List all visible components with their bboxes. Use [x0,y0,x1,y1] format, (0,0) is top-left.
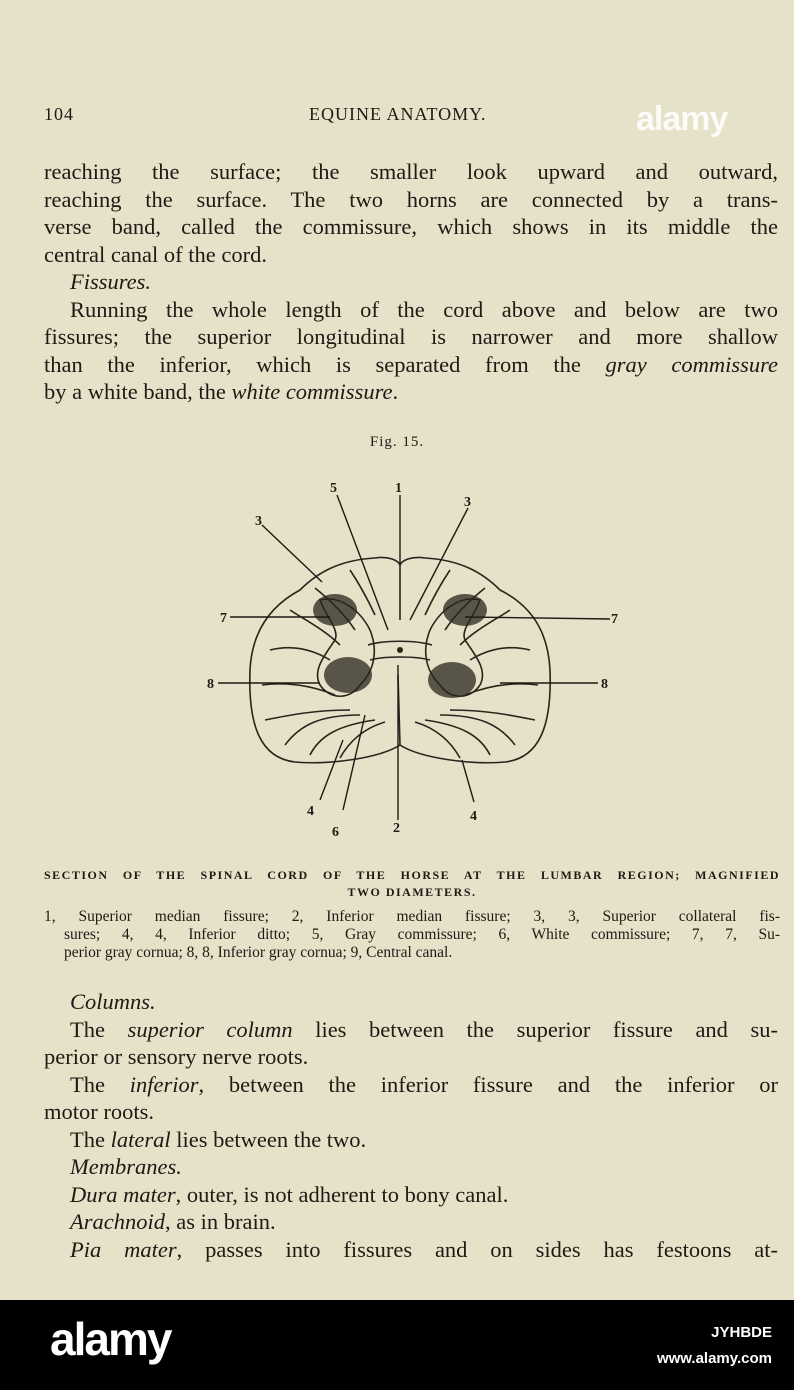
label-6: 6 [332,825,339,840]
section-heading [44,268,778,296]
section-columns [44,988,778,1263]
heading-fissures: Fissures. [70,269,152,294]
inferior-horn-left [324,657,372,693]
text-line: Pia mater, passes into fissures and on sides has festoons at- [70,1236,778,1262]
label-7-right: 7 [611,612,618,627]
text-line: Dura mater, outer, is not adherent to bony canal. [70,1181,509,1207]
superior-horn-left [313,594,357,626]
text-line: Arachnoid, as in brain. [70,1209,276,1234]
figure-legend [44,908,780,962]
text-line: Running the whole length of the cord above and below are two [70,296,778,322]
label-1: 1 [395,481,402,496]
superior-horn-right [443,594,487,626]
text-line: reaching the surface; the smaller look upward and outward, [44,159,778,184]
label-5: 5 [330,481,337,496]
legend-line: perior gray cornua; 8, 8, Inferior gray cornua; 9, Central canal. [64,944,453,961]
text-line: verse band, called the commissure, which shows in its middle the [44,214,778,239]
running-title: EQUINE ANATOMY. [309,104,487,124]
label-3-left: 3 [255,514,262,529]
label-4-left: 4 [307,804,314,819]
commissure [368,641,432,645]
stock-footer [0,1300,794,1390]
central-canal [397,647,403,653]
legend-line: 1, Superior median fissure; 2, Inferior median fissure; 3, 3, Superior collateral fis- [44,908,780,925]
figure-caption [44,867,780,901]
text-line: by a white band, the white commissure. [44,379,399,404]
page-number: 104 [44,104,74,124]
heading-columns: Columns. [70,989,156,1014]
text-line: central canal of the cord. [44,241,268,267]
text-line: The lateral lies between the two. [70,1126,367,1152]
spinal-cord-illustration [200,470,630,850]
label-4-right: 4 [470,809,477,824]
watermark: alamy [636,100,728,138]
text-line: fissures; the superior longitudinal is narrower and more shallow [44,324,778,349]
text-line: reaching the surface. The two horns are connected by a trans- [44,186,778,212]
spinal-cord-figure [200,470,630,850]
label-2: 2 [393,821,400,836]
legend-line: sures; 4, 4, Inferior ditto; 5, Gray commissure; 6, White commissure; 7, 7, Su- [64,926,780,943]
label-7-left: 7 [220,611,227,626]
text-line: The inferior, between the inferior fissure and the inferior or [70,1071,778,1097]
text-line: The superior column lies between the superior fissure and su- [70,1016,778,1042]
caption-line: SECTION OF THE SPINAL CORD OF THE HORSE AT THE LUMBAR REGION; MAGNIFIED [44,868,780,882]
caption-line: TWO DIAMETERS. [347,885,477,899]
image-id: JYHBDE [711,1324,772,1341]
text-line: perior or sensory nerve roots. [44,1044,309,1069]
figure-label: Fig. 15. [369,434,425,450]
text-line: than the inferior, which is separated from the gray commissure [44,351,778,377]
inferior-horn-right [428,662,476,698]
heading-membranes: Membranes. [70,1154,182,1179]
section-heading [44,1153,778,1181]
site-url: www.alamy.com [656,1350,772,1367]
label-3-right: 3 [464,495,471,510]
paragraph-horns [44,158,778,268]
label-8-right: 8 [601,677,608,692]
section-fissures [44,268,778,406]
text-line: motor roots. [44,1099,154,1124]
section-heading [44,988,778,1016]
brand-logo: alamy [50,1313,171,1365]
label-8-left: 8 [207,677,214,692]
